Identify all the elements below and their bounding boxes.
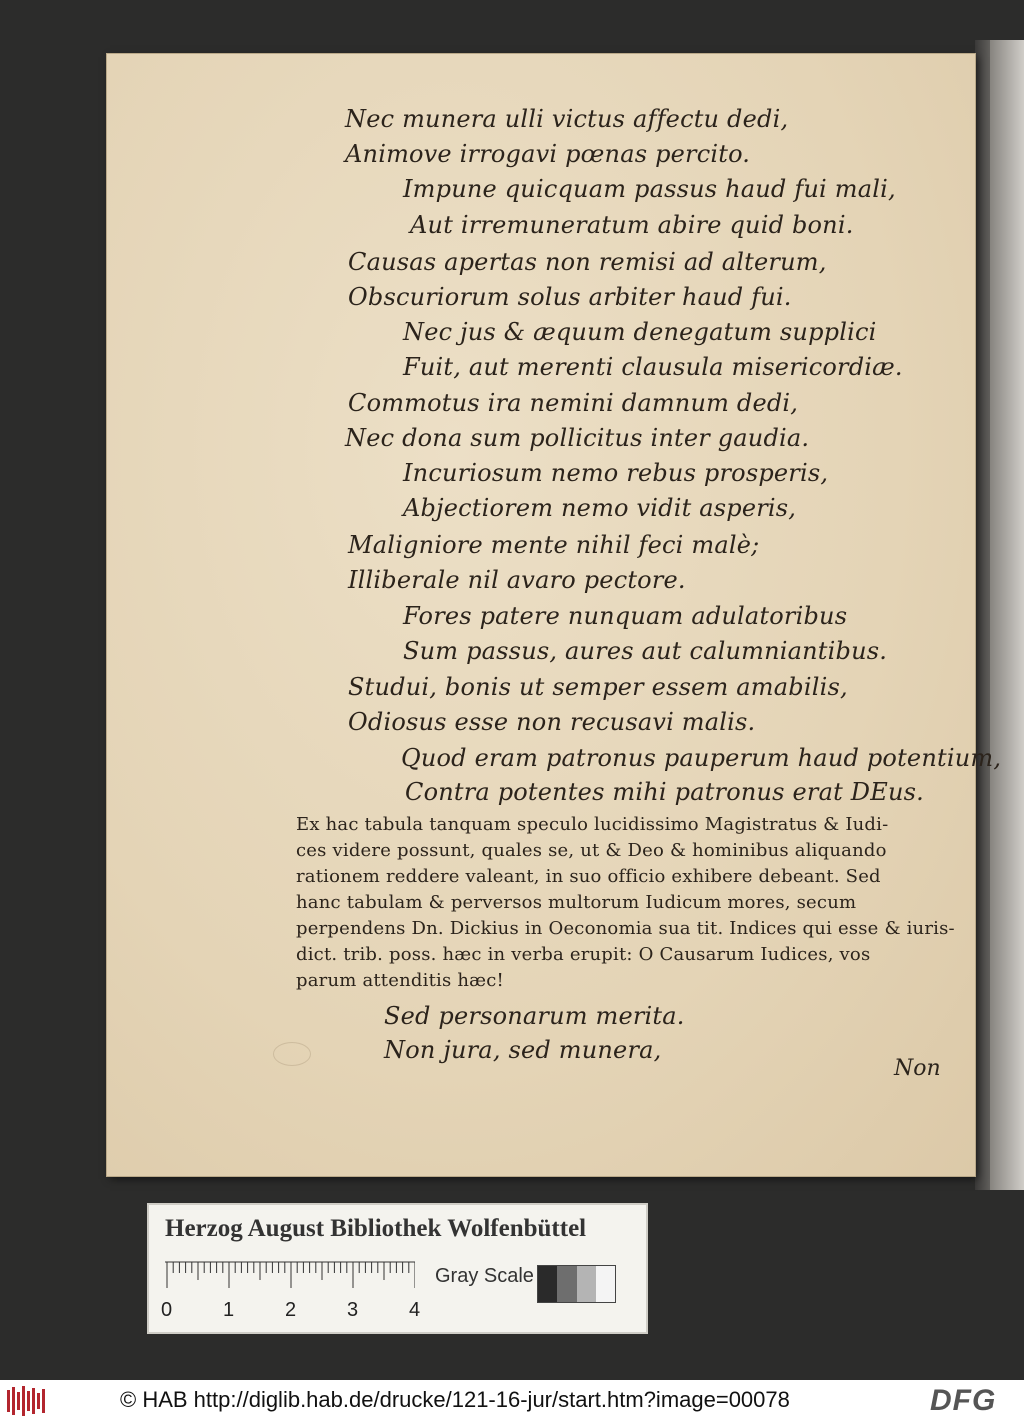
prose-line: parum attenditis hæc!: [296, 970, 504, 991]
verse-line: Fores patere nunquam adulatoribus: [403, 602, 848, 630]
verse-line: Contra potentes mihi patronus erat DEus.: [405, 778, 924, 806]
verse-line: Animove irrogavi pœnas percito.: [345, 140, 751, 168]
verse-line: Non jura, sed munera,: [384, 1036, 662, 1064]
ruler-scale: [165, 1261, 415, 1301]
verse-line: Commotus ira nemini damnum dedi,: [348, 389, 799, 417]
verse-line: Odiosus esse non recusavi malis.: [348, 708, 756, 736]
prose-line: Ex hac tabula tanquam speculo lucidissimo Magistratus & Iudi-: [296, 814, 889, 835]
verse-line: Abjectiorem nemo vidit asperis,: [403, 494, 797, 522]
library-name: Herzog August Bibliothek Wolfenbüttel: [165, 1215, 587, 1242]
ruler-digit: 2: [285, 1299, 297, 1321]
book-page: [107, 54, 1002, 1176]
verse-line: Studui, bonis ut semper essem amabilis,: [348, 673, 848, 701]
catchword: Non: [894, 1056, 941, 1081]
footer-bar: [0, 1380, 1024, 1421]
prose-line: rationem reddere valeant, in suo officio exhibere debeant. Sed: [296, 866, 881, 887]
verse-line: Sum passus, aures aut calumniantibus.: [403, 637, 888, 665]
hab-logo-icon: [6, 1384, 46, 1418]
ruler-digit: 4: [409, 1299, 421, 1321]
verse-line: Fuit, aut merenti clausula misericordiæ.: [403, 353, 903, 381]
verse-line: Nec munera ulli victus affectu dedi,: [345, 105, 789, 133]
gray-scale-swatches: [537, 1265, 616, 1303]
gray-swatch: [538, 1266, 557, 1302]
verse-line: Illiberale nil avaro pectore.: [348, 566, 686, 594]
ruler-digit: 1: [223, 1299, 235, 1321]
verse-line: Impune quicquam passus haud fui mali,: [403, 175, 896, 203]
ruler-digit: 0: [161, 1299, 173, 1321]
verse-line: Quod eram patronus pauperum haud potentium,: [401, 744, 1002, 772]
verse-line: Causas apertas non remisi ad alterum,: [348, 248, 827, 276]
prose-line: ces videre possunt, quales se, ut & Deo & hominibus aliquando: [296, 840, 887, 861]
library-color-target: [147, 1203, 648, 1334]
background-edge-highlight: [990, 40, 1024, 1190]
gray-swatch: [596, 1266, 615, 1302]
prose-line: perpendens Dn. Dickius in Oeconomia sua tit. Indices qui esse & iuris-: [296, 918, 955, 939]
prose-line: dict. trib. poss. hæc in verba erupit: O Causarum Iudices, vos: [296, 944, 871, 965]
gray-swatch: [557, 1266, 576, 1302]
verse-line: Maligniore mente nihil feci malè;: [348, 531, 760, 559]
gray-swatch: [577, 1266, 596, 1302]
show-through-mark: [273, 1042, 311, 1066]
verse-line: Incuriosum nemo rebus prosperis,: [403, 459, 829, 487]
verse-line: Aut irremuneratum abire quid boni.: [410, 211, 854, 239]
ruler-digit: 3: [347, 1299, 359, 1321]
dfg-logo: DFG: [930, 1384, 997, 1417]
gray-scale-label: Gray Scale: [435, 1265, 534, 1287]
verse-line: Nec dona sum pollicitus inter gaudia.: [345, 424, 810, 452]
prose-line: hanc tabulam & perversos multorum Iudicum mores, secum: [296, 892, 857, 913]
verse-line: Obscuriorum solus arbiter haud fui.: [348, 283, 792, 311]
copyright-url[interactable]: © HAB http://diglib.hab.de/drucke/121-16-jur/start.htm?image=00078: [120, 1387, 790, 1412]
verse-line: Nec jus & æquum denegatum supplici: [403, 318, 877, 346]
verse-line: Sed personarum merita.: [384, 1002, 685, 1030]
